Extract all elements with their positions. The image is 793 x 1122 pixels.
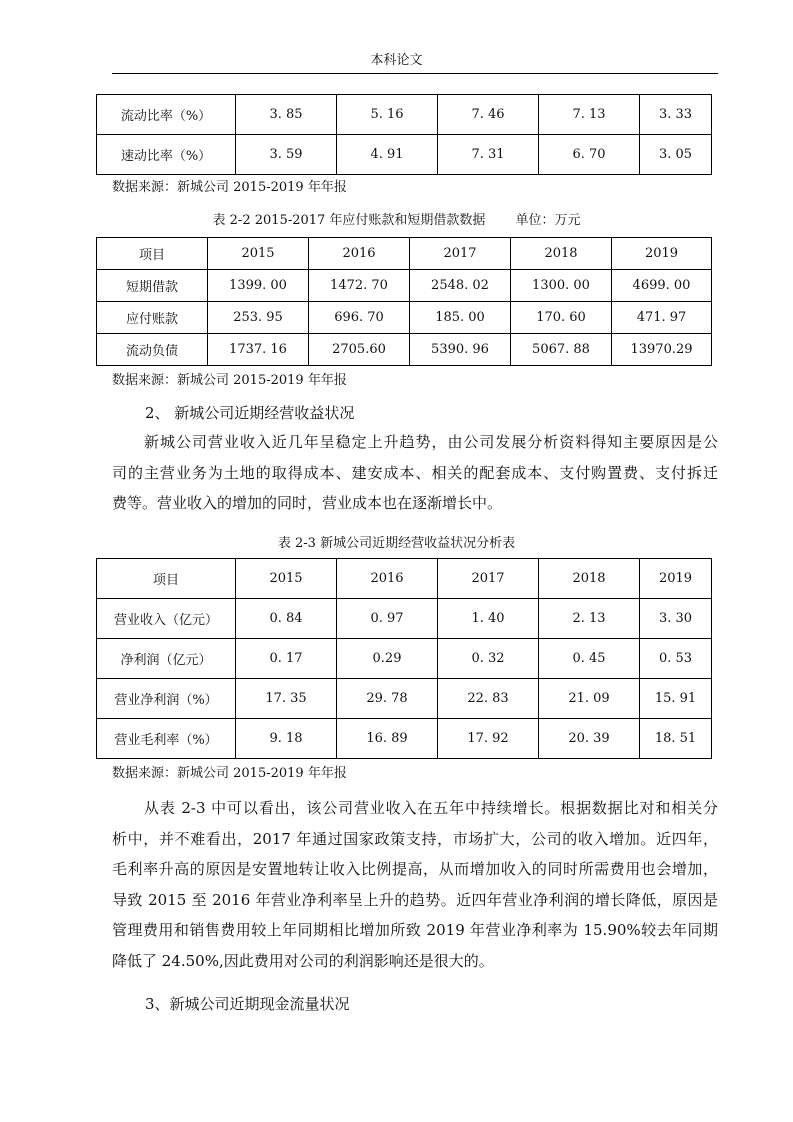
paragraph-line: 费等。营业收入的增加的同时，营业成本也在逐渐增长中。 [112,494,503,512]
table2-unit: 单位：万元 [515,213,581,228]
table-cell: 185. 00 [410,302,511,334]
table-cell: 3. 85 [236,95,337,135]
table2-caption [0,213,793,229]
table-cell: 20. 39 [539,719,640,759]
table-header-cell: 2015 [208,238,309,270]
table-cell: 471. 97 [612,302,712,334]
table-cell: 5. 16 [337,95,438,135]
table-cell: 21. 09 [539,679,640,719]
table-cell: 253. 95 [208,302,309,334]
table-header-cell: 2016 [309,238,410,270]
table-cell: 5067. 88 [511,334,612,366]
table2-caption-title: 表 2-2 2015-2017 年应付账款和短期借款数据 [212,213,486,228]
analysis-paragraph [112,793,718,976]
table-cell: 1300. 00 [511,270,612,302]
table-cell: 0. 17 [236,639,337,679]
table-row [97,599,712,639]
paragraph-line: 毛利率升高的原因是安置地转让收入比例提高，从而增加收入的同时所需费用也会增加， [112,860,718,878]
table-cell: 4699. 00 [612,270,712,302]
paragraph-line: 导致 2015 至 2016 年营业净利率呈上升的趋势。近四年营业净利润的增长降低，原因是 [112,890,718,909]
table-row [97,719,712,759]
paragraph-line: 司的主营业务为土地的取得成本、建安成本、相关的配套成本、支付购置费、支付拆迁 [112,463,718,482]
table-cell: 1737. 16 [208,334,309,366]
paragraph-line: 析中，并不难看出，2017 年通过国家政策支持，市场扩大，公司的收入增加。近四年， [112,829,718,848]
running-header: 本科论文 [370,53,423,68]
table-cell: 18. 51 [640,719,712,759]
table-cell: 6. 70 [539,135,640,175]
paragraph-line: 管理费用和销售费用较上年同期相比增加所致 2019 年营业净利率为 15.90%较去年同期 [112,921,718,939]
table-cell: 0. 45 [539,639,640,679]
table-cell: 5390. 96 [410,334,511,366]
table-row [97,270,712,302]
table-cell: 17. 35 [236,679,337,719]
table-cell: 15. 91 [640,679,712,719]
table-header-cell: 2017 [410,238,511,270]
table-cell: 流动负债 [97,334,208,366]
section3-heading: 3、新城公司近期现金流量状况 [145,995,350,1013]
table-row [97,95,712,135]
table-header-row [97,559,712,599]
paragraph-line: 降低了 24.50%,因此费用对公司的利润影响还是很大的。 [112,951,494,970]
table-cell: 应付账款 [97,302,208,334]
table-header-cell: 项目 [97,559,236,599]
table-cell: 营业毛利率（%） [97,719,236,759]
liquidity-ratio-table [96,94,712,175]
table-header-cell: 2015 [236,559,337,599]
table-cell: 营业净利润（%） [97,679,236,719]
table-header-cell: 2018 [539,559,640,599]
section2-paragraph [112,427,718,519]
table-cell: 0. 84 [236,599,337,639]
table-cell: 22. 83 [438,679,539,719]
table-cell: 短期借款 [97,270,208,302]
table-cell: 7. 13 [539,95,640,135]
table-cell: 1399. 00 [208,270,309,302]
table-cell: 7. 46 [438,95,539,135]
table-cell: 0. 32 [438,639,539,679]
table-row [97,639,712,679]
table-cell: 0. 97 [337,599,438,639]
payables-borrowings-table [96,237,712,366]
table-header-cell: 2018 [511,238,612,270]
table-header-cell: 2016 [337,559,438,599]
table-header-cell: 2019 [612,238,712,270]
header-rule [112,73,718,74]
table-cell: 3. 30 [640,599,712,639]
paragraph-line: 新城公司营业收入近几年呈稳定上升趋势，由公司发展分析资料得知主要原因是公 [144,433,718,451]
table-cell: 2548. 02 [410,270,511,302]
table-cell: 1. 40 [438,599,539,639]
table-cell: 13970.29 [612,334,712,366]
table-row [97,679,712,719]
table-cell: 净利润（亿元） [97,639,236,679]
table-cell: 2705.60 [309,334,410,366]
table-row [97,302,712,334]
table-cell: 3. 59 [236,135,337,175]
table-row [97,135,712,175]
table2-source-note: 数据来源：新城公司 2015-2019 年年报 [112,373,347,388]
table3-caption: 表 2-3 新城公司近期经营收益状况分析表 [277,536,516,551]
table-cell: 29. 78 [337,679,438,719]
table-cell: 营业收入（亿元） [97,599,236,639]
table-cell: 170. 60 [511,302,612,334]
table-header-cell: 2017 [438,559,539,599]
table3-source-note: 数据来源：新城公司 2015-2019 年年报 [112,766,347,781]
operating-income-table [96,558,712,759]
table-cell: 流动比率（%） [97,95,236,135]
table-cell: 2. 13 [539,599,640,639]
table-cell: 速动比率（%） [97,135,236,175]
table-cell: 0. 53 [640,639,712,679]
table-cell: 1472. 70 [309,270,410,302]
table-cell: 9. 18 [236,719,337,759]
section2-heading: 2、 新城公司近期经营收益状况 [145,404,355,422]
table-cell: 16. 89 [337,719,438,759]
table-cell: 3. 05 [640,135,712,175]
table-header-row [97,238,712,270]
table-header-cell: 2019 [640,559,712,599]
paragraph-line: 从表 2-3 中可以看出，该公司营业收入在五年中持续增长。根据数据比对和相关分 [144,799,718,817]
table1-source-note: 数据来源：新城公司 2015-2019 年年报 [112,180,347,195]
table-header-cell: 项目 [97,238,208,270]
table-cell: 3. 33 [640,95,712,135]
table-cell: 4. 91 [337,135,438,175]
table-cell: 17. 92 [438,719,539,759]
table-cell: 0.29 [337,639,438,679]
table-cell: 7. 31 [438,135,539,175]
table-cell: 696. 70 [309,302,410,334]
table-row [97,334,712,366]
